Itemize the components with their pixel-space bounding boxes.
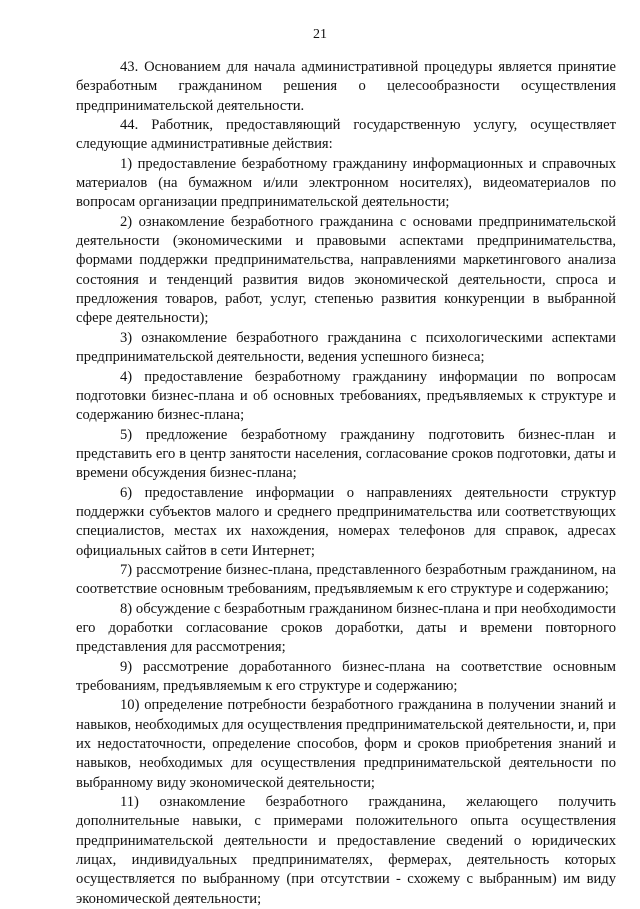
list-item-4: 4) предоставление безработному гражданину информации по вопросам подготовки бизнес-плана и об основных требованиях, предъявляемых к структуре и содержанию бизнес-плана; [76,368,616,424]
list-item-2: 2) ознакомление безработного гражданина с основами предпринимательской деятельности (экономическими и правовыми аспектами предпринимательства, формами поддержки предпринимательства, направлениями маркетингового анализа состояния и тенденций развития видов экономической деятельности, спроса и предложения товаров, работ, услуг, степенью развития конкуренции в выбранной сфере деятельности); [76,213,616,327]
list-item-1: 1) предоставление безработному гражданину информационных и справочных материалов (на бумажном и/или электронном носителях), видеоматериалов по вопросам организации предпринимательской деятельности; [76,155,616,211]
paragraph-44: 44. Работник, предоставляющий государственную услугу, осуществляет следующие административные действия: [76,117,616,153]
paragraph-43: 43. Основанием для начала административной процедуры является принятие безработным гражданином решения о целесообразности осуществления предпринимательской деятельности. [76,59,616,114]
list-item-6: 6) предоставление информации о направлениях деятельности структур поддержки субъектов малого и среднего предпринимательства или соответствующих специалистов, местах их нахождения, номерах телефонов для справок, адресах официальных сайтов в сети Интернет; [76,484,616,559]
document-body [76,58,616,909]
list-item-10: 10) определение потребности безработного гражданина в получении знаний и навыков, необходимых для осуществления предпринимательской деятельности, и, при их недостаточности, определение способов, форм и сроков приобретения знаний и навыков, необходимых для осуществления предпринимательской деятельности по выбранному виду экономической деятельности; [76,697,616,791]
page-number: 21 [313,27,327,42]
list-item-8: 8) обсуждение с безработным гражданином бизнес-плана и при необходимости его доработки согласование сроков доработки, даты и времени повторного представления для рассмотрения; [76,600,616,656]
list-item-7: 7) рассмотрение бизнес-плана, представленного безработным гражданином, на соответствие основным требованиям, предъявляемым к его структуре и содержанию; [76,561,616,598]
list-item-3: 3) ознакомление безработного гражданина с психологическими аспектами предпринимательской деятельности, ведения успешного бизнеса; [76,329,616,366]
list-item-5: 5) предложение безработному гражданину подготовить бизнес-план и представить его в центр занятости населения, согласование сроков подготовки, даты и времени обсуждения бизнес-плана; [76,426,616,482]
list-item-9: 9) рассмотрение доработанного бизнес-плана на соответствие основным требованиям, предъявляемым к его структуре и содержанию; [76,658,616,694]
list-item-11: 11) ознакомление безработного гражданина, желающего получить дополнительные навыки, с примерами положительного опыта осуществления предпринимательской деятельности и предоставление сведений о юридических лицах, индивидуальных предпринимателях, фермерах, деятельность которых осуществляется по выбранному (при отсутствии - схожему с выбранным) им виду экономической деятельности; [76,794,616,907]
